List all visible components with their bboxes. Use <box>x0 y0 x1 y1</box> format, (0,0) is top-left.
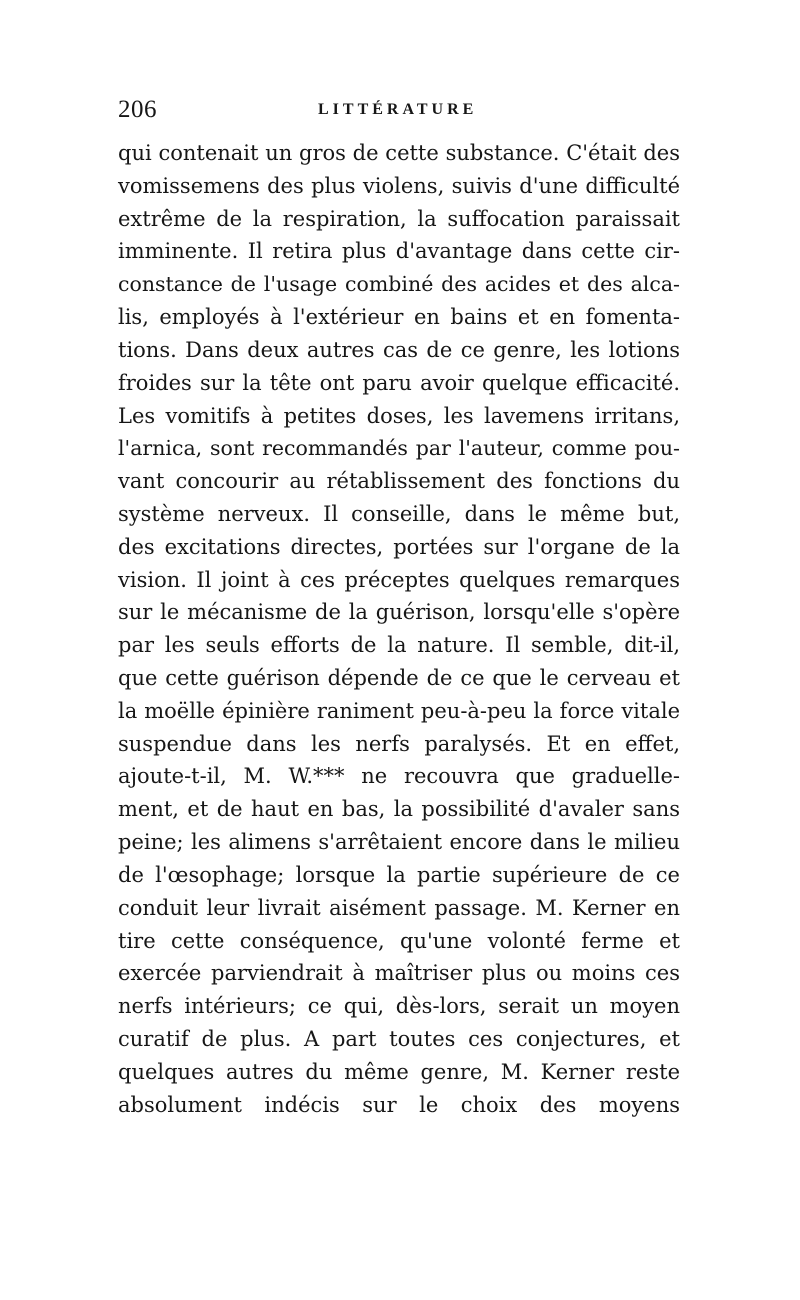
text-line: vomissemens des plus violens, suivis d'une difficulté <box>118 173 680 198</box>
text-line: quelques autres du même genre, M. Kerner reste <box>118 1059 680 1084</box>
text-line: constance de l'usage combiné des acides et des alca- <box>118 272 680 297</box>
text-line: vant concourir au rétablissement des fonctions du <box>118 469 680 494</box>
text-line: curatif de plus. A part toutes ces conjectures, et <box>118 1026 680 1051</box>
text-line: froides sur la tête ont paru avoir quelque efficacité. <box>118 370 680 395</box>
page-number: 206 <box>118 96 157 123</box>
text-line: système nerveux. Il conseille, dans le même but, <box>118 501 680 526</box>
text-line: qui contenait un gros de cette substance. C'était des <box>118 141 680 165</box>
text-line: vision. Il joint à ces préceptes quelques remarques <box>118 567 680 592</box>
text-line: l'arnica, sont recommandés par l'auteur, comme pou- <box>118 436 680 461</box>
text-line: sur le mécanisme de la guérison, lorsqu'elle s'opère <box>118 600 680 625</box>
body-text <box>118 137 680 1121</box>
text-line: par les seuls efforts de la nature. Il semble, dit-il, <box>118 633 680 658</box>
text-line: peine; les alimens s'arrêtaient encore dans le milieu <box>118 830 680 855</box>
text-line: lis, employés à l'extérieur en bains et en fomenta- <box>118 305 680 330</box>
text-line: Les vomitifs à petites doses, les lavemens irritans, <box>118 403 680 428</box>
running-title: LITTÉRATURE <box>318 101 478 118</box>
text-line: des excitations directes, portées sur l'organe de la <box>118 534 680 559</box>
text-line: tire cette conséquence, qu'une volonté ferme et <box>118 928 680 953</box>
text-line: de l'œsophage; lorsque la partie supérieure de ce <box>118 862 680 887</box>
text-line: tions. Dans deux autres cas de ce genre, les lotions <box>118 337 680 362</box>
running-head <box>118 96 680 130</box>
text-line: extrême de la respiration, la suffocation paraissait <box>118 206 680 231</box>
text-line: conduit leur livrait aisément passage. M. Kerner en <box>118 895 680 920</box>
text-line: ajoute-t-il, M. W.*** ne recouvra que graduelle- <box>118 764 680 789</box>
text-line: que cette guérison dépende de ce que le cerveau et <box>118 666 680 690</box>
text-line: imminente. Il retira plus d'avantage dans cette cir- <box>118 239 680 264</box>
text-line: suspendue dans les nerfs paralysés. Et en effet, <box>118 731 680 756</box>
text-line: nerfs intérieurs; ce qui, dès-lors, serait un moyen <box>118 994 680 1019</box>
text-line: ment, et de haut en bas, la possibilité d'avaler sans <box>118 797 680 822</box>
text-line: exercée parviendrait à maîtriser plus ou moins ces <box>118 961 680 986</box>
text-line: absolument indécis sur le choix des moyens <box>118 1092 680 1117</box>
text-line: la moëlle épinière raniment peu-à-peu la force vitale <box>118 698 680 723</box>
